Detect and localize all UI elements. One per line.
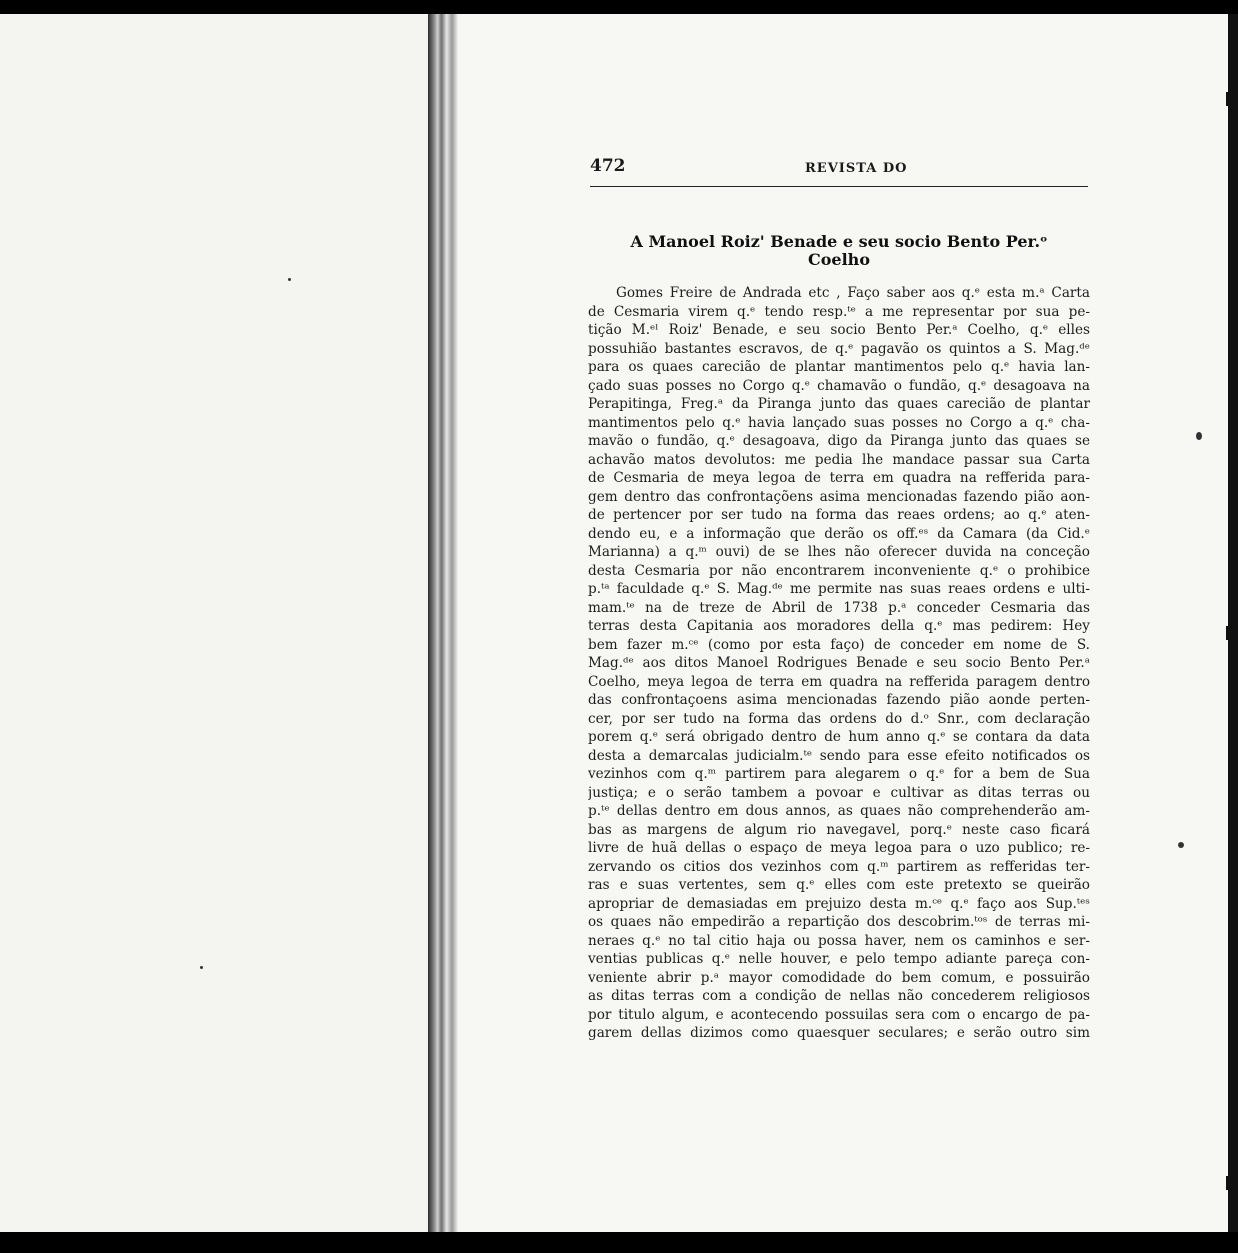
- document-body: [588, 284, 1090, 1043]
- dust-speck: [200, 966, 203, 969]
- text-line: Mag.ᵈᵉ aos ditos Manoel Rodrigues Benade e seu socio Bento Per.ᵃ: [588, 655, 1090, 671]
- text-line: gem dentro das confrontaçõens asima mencionadas fazendo pião aon-: [588, 488, 1090, 505]
- text-line: porem q.ᵉ será obrigado dentro de hum anno q.ᵉ se contara da data: [588, 729, 1090, 745]
- text-line: p.ᵗᵃ faculdade q.ᵉ S. Mag.ᵈᵉ me permite nas suas reaes ordens e ulti-: [588, 581, 1090, 597]
- text-line: de pertencer por ser tudo na forma das reaes ordens; ao q.ᵉ aten-: [588, 507, 1090, 523]
- text-line: Marianna) a q.ᵐ ouvi) de se lhes não oferecer duvida na conceção: [588, 544, 1090, 560]
- dust-speck: [1178, 842, 1184, 848]
- text-line: mantimentos pelo q.ᵉ havia lançado suas posses no Corgo a q.ᵉ cha-: [588, 414, 1090, 431]
- page-number: 472: [590, 156, 626, 176]
- text-line: ras e suas vertentes, sem q.ᵉ elles com este pretexto se queirão: [588, 877, 1090, 893]
- text-line: garem dellas dizimos como quaesquer seculares; e serão outro sim: [588, 1025, 1090, 1041]
- book-gutter: [428, 14, 458, 1232]
- text-line: bem fazer m.ᶜᵉ (como por esta faço) de conceder em nome de S.: [588, 636, 1090, 653]
- text-line: desta a demarcalas judicialm.ᵗᵉ sendo para esse efeito notificados os: [588, 747, 1090, 764]
- text-line: Gomes Freire de Andrada etc , Faço saber aos q.ᵉ esta m.ᵃ Carta: [616, 285, 1090, 301]
- text-line: de Cesmaria de meya legoa de terra em quadra na refferida para-: [588, 470, 1090, 486]
- text-line: terras desta Capitania aos moradores della q.ᵉ mas pedirem: Hey: [588, 618, 1090, 634]
- text-line: zervando os citios dos vezinhos com q.ᵐ partirem as refferidas ter-: [588, 858, 1090, 875]
- text-line: ventias publicas q.ᵉ nelle houver, e pelo tempo adiante pareça con-: [588, 951, 1090, 967]
- dust-speck: [288, 278, 291, 281]
- text-line: dendo eu, e a informação que derão os off.ᵉˢ da Camara (da Cid.ᵉ: [588, 525, 1090, 542]
- blank-left-page: [0, 14, 428, 1232]
- document-title: [590, 233, 1088, 269]
- text-line: tição M.ᵉˡ Roiz' Benade, e seu socio Bento Per.ᵃ Coelho, q.ᵉ elles: [588, 322, 1090, 338]
- text-line: cer, por ser tudo na forma das ordens do d.ᵒ Snr., com declaração: [588, 710, 1090, 727]
- text-line: mavão o fundão, q.ᵉ desagoava, digo da Piranga junto das quaes se: [588, 433, 1090, 449]
- text-line: das confrontaçoens asima mencionadas fazendo pião aonde perten-: [588, 692, 1090, 708]
- text-line: livre de huã dellas o espaço de meya legoa para o uzo publico; re-: [588, 840, 1090, 856]
- text-line: Coelho, meya legoa de terra em quadra na refferida paragem dentro: [588, 673, 1090, 690]
- text-line: desta Cesmaria por não encontrarem inconveniente q.ᵉ o prohibice: [588, 562, 1090, 579]
- text-line: para os quaes carecião de plantar mantimentos pelo q.ᵉ havia lan-: [588, 359, 1090, 375]
- text-line: neraes q.ᵉ no tal citio haja ou possa haver, nem os caminhos e ser-: [588, 932, 1090, 949]
- text-line: çado suas posses no Corgo q.ᵉ chamavão o fundão, q.ᵉ desagoava na: [588, 377, 1090, 394]
- text-line: apropriar de demasiadas em prejuizo desta m.ᶜᵉ q.ᵉ faço aos Sup.ᵗᵉˢ: [588, 895, 1090, 912]
- text-line: justiça; e o serão tambem a povoar e cultivar as ditas terras ou: [588, 784, 1090, 801]
- scan-edge: [1228, 14, 1238, 1232]
- edge-mark: [1226, 626, 1232, 640]
- text-line: os quaes não empedirão a repartição dos descobrim.ᵗᵒˢ de terras mi-: [588, 914, 1090, 930]
- running-header: [590, 156, 1088, 187]
- running-title: REVISTA DO: [805, 161, 908, 176]
- text-line: vezinhos com q.ᵐ partirem para alegarem o q.ᵉ for a bem de Sua: [588, 766, 1090, 782]
- dust-speck: [1196, 432, 1202, 440]
- edge-mark: [1226, 1176, 1232, 1190]
- text-line: veniente abrir p.ᵃ mayor comodidade do bem comum, e possuirão: [588, 969, 1090, 986]
- text-line: possuhião bastantes escravos, de q.ᵉ pagavão os quintos a S. Mag.ᵈᵉ: [588, 340, 1090, 357]
- text-line: de Cesmaria virem q.ᵉ tendo resp.ᵗᵉ a me representar por sua pe-: [588, 303, 1090, 320]
- text-line: mam.ᵗᵉ na de treze de Abril de 1738 p.ᵃ conceder Cesmaria das: [588, 599, 1090, 616]
- text-line: Perapitinga, Freg.ᵃ da Piranga junto das quaes carecião de plantar: [588, 396, 1090, 412]
- document-title-line: A Manoel Roiz' Benade e seu socio Bento Per.ᵒ: [630, 231, 1048, 251]
- text-line: achavão matos devolutos: me pedia lhe mandace passar sua Carta: [588, 451, 1090, 468]
- text-line: as ditas terras com a condição de nellas não concederem religiosos: [588, 988, 1090, 1004]
- edge-mark: [1226, 92, 1232, 106]
- document-title-line: Coelho: [808, 249, 870, 269]
- text-line: p.ᵗᵉ dellas dentro em dous annos, as quaes não comprehenderão am-: [588, 803, 1090, 819]
- text-line: por titulo algum, e acontecendo possuilas sera com o encargo de pa-: [588, 1006, 1090, 1023]
- text-line: bas as margens de algum rio navegavel, porq.ᵉ neste caso ficará: [588, 821, 1090, 838]
